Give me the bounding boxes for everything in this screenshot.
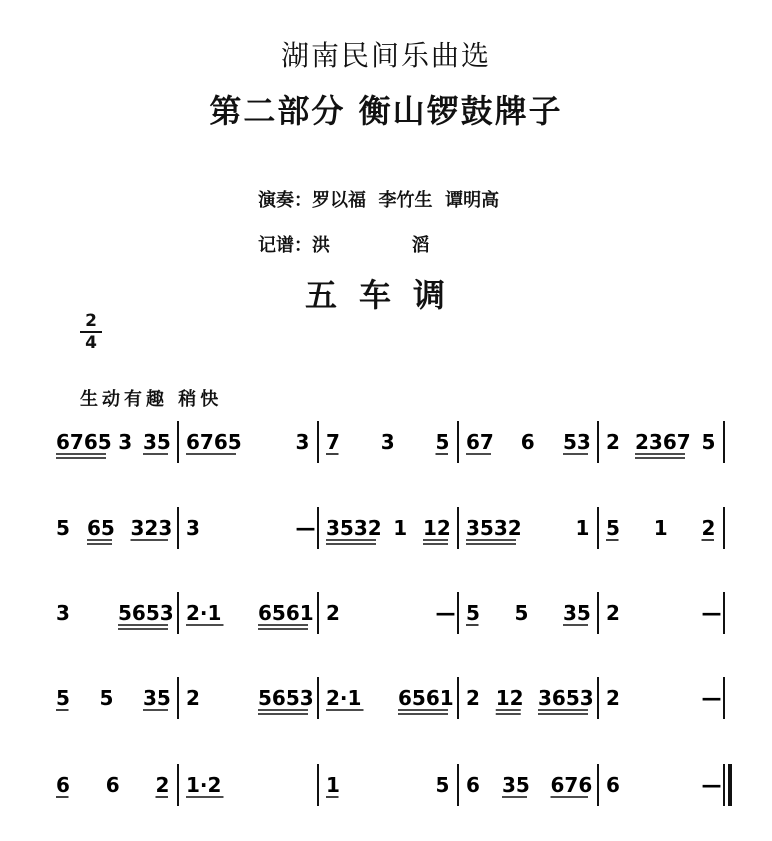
score-note: 67 — [466, 430, 494, 454]
score-note: 2 — [466, 686, 480, 710]
score-note: 65 — [87, 516, 115, 540]
score-note: 35 — [563, 601, 591, 625]
score-note: 3532 — [326, 516, 382, 540]
score-note: 2 — [155, 773, 170, 797]
score-note: 3532 — [466, 516, 522, 540]
score-note: 1 — [326, 773, 340, 797]
score-note: 5653 — [258, 686, 314, 710]
score-note: 6 — [105, 773, 120, 797]
time-signature-bottom: 4 — [85, 333, 97, 353]
part-title: 第二部分 衡山锣鼓牌子 — [209, 92, 563, 130]
score-note: 676 — [550, 773, 593, 797]
score-note: 6561 — [398, 686, 454, 710]
piece-title: 五车调 — [304, 276, 467, 314]
score-note: — — [701, 773, 722, 797]
score-note: 5 — [435, 773, 450, 797]
score-note: 1·2 — [186, 773, 222, 797]
score-note: — — [295, 516, 316, 540]
collection-title: 湖南民间乐曲选 — [280, 39, 491, 72]
score-note: 2·1 — [186, 601, 222, 625]
notation-credit: 记谱：洪 滔 — [258, 235, 430, 256]
score-note: 5 — [56, 686, 70, 710]
score-note: 5 — [466, 601, 480, 625]
score-note: 5 — [606, 516, 620, 540]
tempo-marking: 生动有趣 稍快 — [80, 389, 223, 410]
score-note: 35 — [143, 430, 171, 454]
score-note: 7 — [326, 430, 340, 454]
score-note: 2 — [701, 516, 716, 540]
score-note: 5 — [56, 516, 70, 540]
score-note: 6561 — [258, 601, 314, 625]
score-note: — — [701, 686, 722, 710]
score-note: 1 — [393, 516, 408, 540]
score-note: 2 — [606, 686, 620, 710]
score-note: 323 — [130, 516, 173, 540]
score-note: 35 — [143, 686, 171, 710]
score-note: 6765 — [56, 430, 112, 454]
score-note: 3 — [118, 430, 133, 454]
score-note: 5 — [99, 686, 114, 710]
score-note: 3 — [186, 516, 200, 540]
performers-credit: 演奏：罗以福 李竹生 谭明高 — [258, 190, 500, 211]
score-note: 35 — [502, 773, 530, 797]
score-note: 3 — [56, 601, 70, 625]
score-note: 6765 — [186, 430, 242, 454]
score-note: 2·1 — [326, 686, 362, 710]
time-signature-top: 2 — [85, 311, 97, 331]
score-note: 3 — [380, 430, 395, 454]
score-note: 1 — [653, 516, 668, 540]
score-note: 6 — [466, 773, 480, 797]
score-note: 5 — [701, 430, 716, 454]
score-note: 6 — [56, 773, 70, 797]
score-note: 5 — [435, 430, 450, 454]
score-note: 2 — [326, 601, 340, 625]
score-note: 2 — [186, 686, 200, 710]
score-note: — — [435, 601, 456, 625]
score-note: 12 — [423, 516, 451, 540]
score-note: 12 — [495, 686, 524, 710]
score-note: 3653 — [538, 686, 594, 710]
score-note: 3 — [295, 430, 310, 454]
score-note: 2 — [606, 601, 620, 625]
score-note: 53 — [563, 430, 591, 454]
score-note: 6 — [520, 430, 535, 454]
score-note: 2 — [606, 430, 620, 454]
score-note: 5653 — [118, 601, 174, 625]
score-note: 5 — [514, 601, 529, 625]
score-note: 6 — [606, 773, 620, 797]
score-note: — — [701, 601, 722, 625]
score-note: 2367 — [635, 430, 691, 454]
score-note: 1 — [575, 516, 590, 540]
